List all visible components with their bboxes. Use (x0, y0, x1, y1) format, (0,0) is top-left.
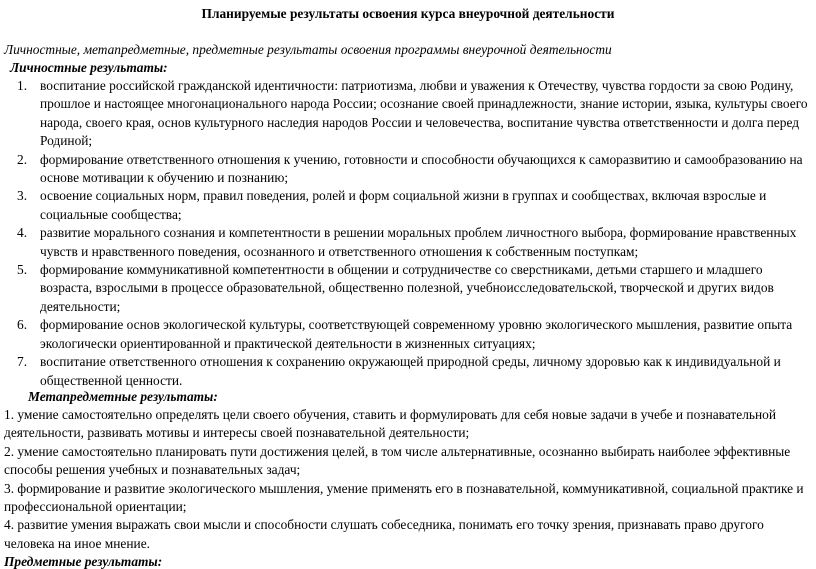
list-item (0, 151, 812, 188)
subject-results-heading: Предметные результаты: (4, 554, 163, 569)
meta-item: 2. умение самостоятельно планировать пути достижения целей, в том числе альтернативные, осознанно выбирать наиболее эффективные способы решения учебных и познавательных задач; (4, 443, 791, 478)
list-item-text: воспитание российской гражданской идентичности: патриотизма, любви и уважения к Отечеству, чувства гордости за свою Родину, прошлое и настоящее многонационального народа России; осознание своей принадлежности, знание истории, языка, культуры своего народа, своего края, основ культурного наследия народов России и человечества, воспитание чувства ответственности и долга перед Родиной; (40, 78, 808, 149)
meta-results-list (4, 406, 810, 553)
list-item (0, 224, 812, 261)
meta-item: 3. формирование и развитие экологического мышления, умение применять его в познавательной, коммуникативной, социальной практике и профессиональной ориентации; (4, 480, 804, 515)
meta-item: 4. развитие умения выражать свои мысли и способности слушать собеседника, понимать его точку зрения, признавать право другого человека на иное мнение. (4, 517, 764, 551)
meta-item: 1. умение самостоятельно определять цели своего обучения, ставить и формулировать для себя новые задачи в учебе и познавательной деятельности, развивать мотивы и интересы своей познавательной деятельности; (4, 407, 777, 441)
meta-results-heading: Метапредметные результаты: (28, 389, 218, 404)
list-item-text: воспитание ответственного отношения к сохранению окружающей природной среды, личному здоровью как к индивидуальной и общественной ценности. (40, 354, 781, 388)
personal-results-list (0, 77, 812, 390)
list-item-number: 1. (17, 78, 28, 93)
list-item-number: 5. (17, 262, 28, 278)
list-item (0, 261, 812, 316)
list-item (0, 353, 812, 390)
document-title: Планируемые результаты освоения курса внеурочной деятельности (201, 6, 615, 21)
list-item-text: развитие морального сознания и компетентности в решении моральных проблем личностного выбора, формирование нравственных чувств и нравственного поведения, осознанного и ответственного отношения к собственным поступкам; (40, 225, 797, 259)
list-item-text: формирование ответственного отношения к учению, готовности и способности обучающихся к саморазвитию и самообразованию на основе мотивации к обучению и познанию; (40, 151, 803, 186)
document-subtitle: Личностные, метапредметные, предметные результаты освоения программы внеурочной деятельности (4, 42, 612, 57)
list-item-number: 4. (17, 225, 28, 241)
list-item (0, 77, 812, 151)
personal-results-heading: Личностные результаты: (10, 60, 168, 75)
list-item-text: формирование коммуникативной компетентности в общении и сотрудничестве со сверстниками, детьми старшего и младшего возраста, взрослыми в процессе образовательной, общественно полезной, учебноисследовательской, творческой и других видов деятельности; (40, 262, 774, 314)
list-item (0, 316, 812, 353)
list-item-number: 6. (17, 317, 28, 333)
list-item-number: 3. (17, 188, 28, 204)
list-item-number: 7. (17, 354, 28, 370)
list-item (0, 187, 812, 224)
list-item-text: освоение социальных норм, правил поведения, ролей и форм социальной жизни в группах и сообществах, включая взрослые и социальные сообщества; (40, 188, 767, 222)
list-item-text: формирование основ экологической культуры, соответствующей современному уровню экологического мышления, развитие опыта экологически ориентированной и практической деятельности в жизненных ситуациях; (40, 317, 793, 351)
list-item-number: 2. (17, 151, 28, 167)
